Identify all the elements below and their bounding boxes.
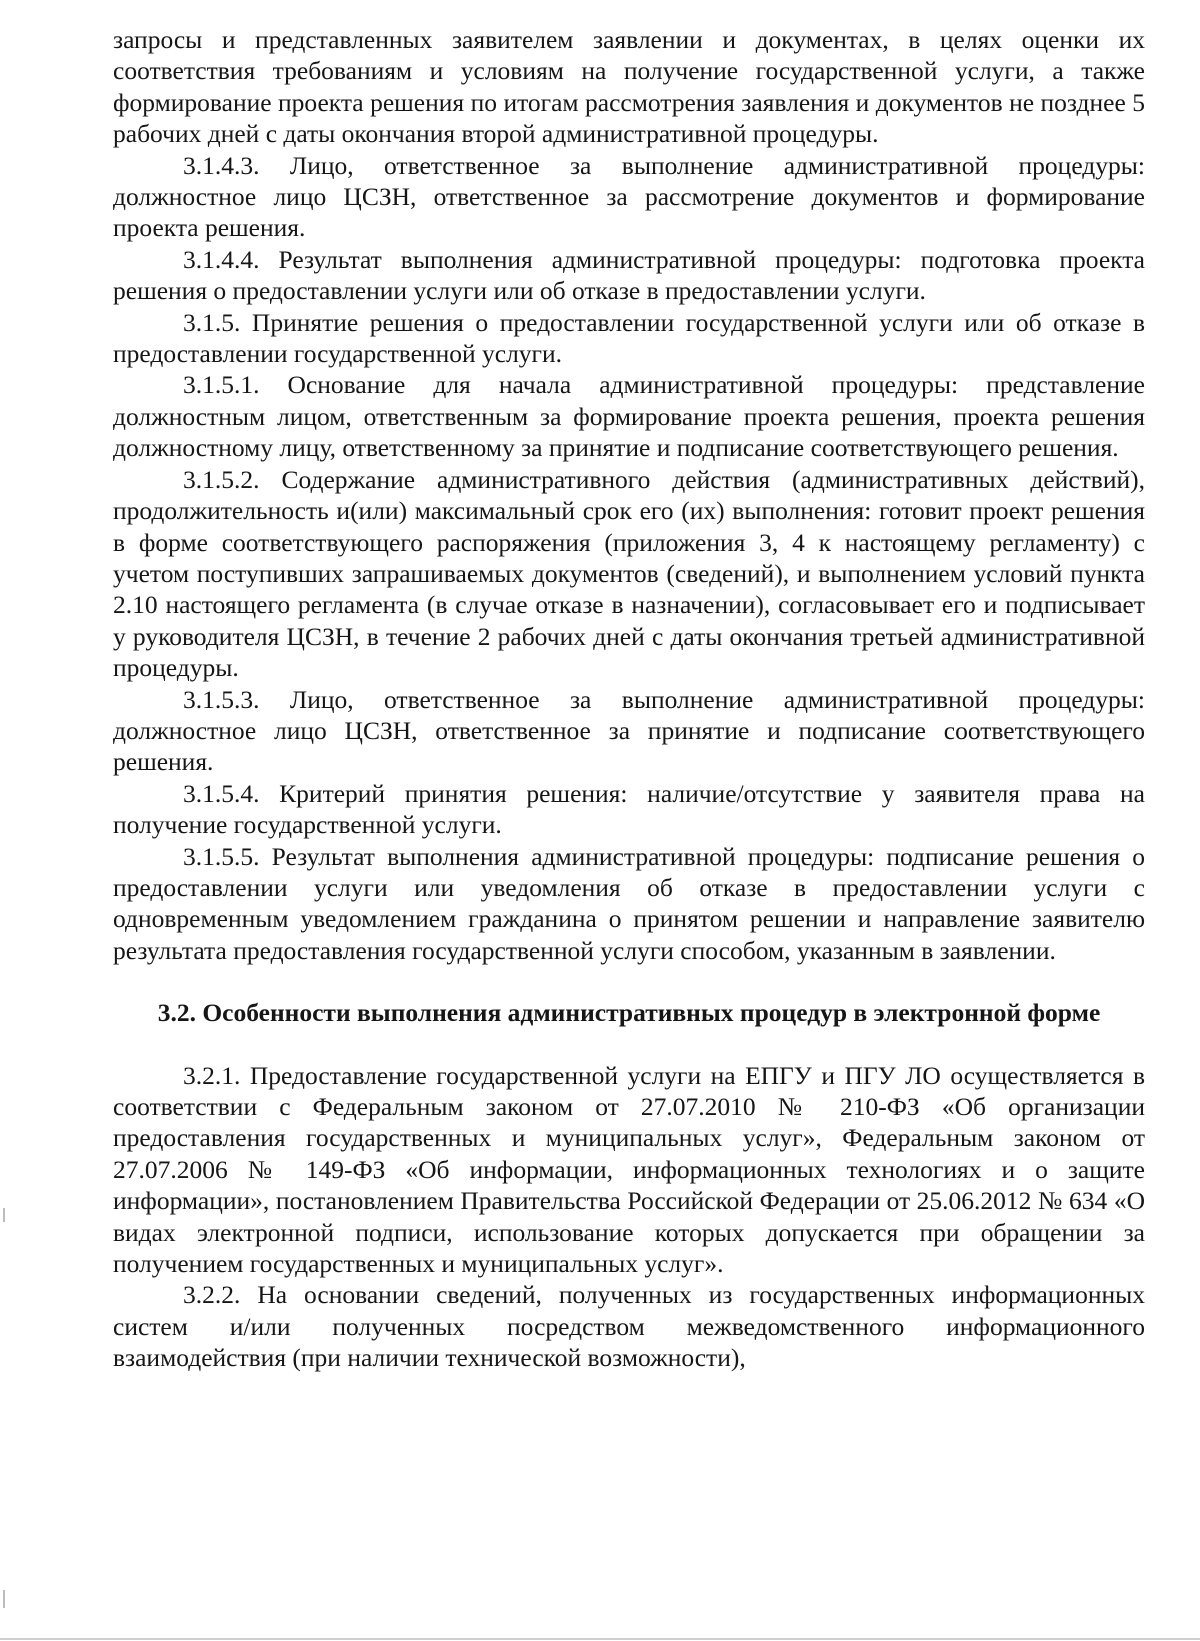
scan-artifact-left xyxy=(3,1208,5,1222)
paragraph-3-1-5-3: 3.1.5.3. Лицо, ответственное за выполнение административной процедуры: должностное лицо ЦСЗН, ответственное за принятие и подписание соответствующего решения. xyxy=(113,684,1145,777)
scan-artifact-left-lower xyxy=(3,1590,5,1608)
paragraph-3-1-5-5: 3.1.5.5. Результат выполнения административной процедуры: подписание решения о предоставлении услуги или уведомления об отказе в предоставлении услуги с одновременным уведомлением гражданина о принятом решении и направление заявителю результата предоставления государственной услуги способом, указанным в заявлении. xyxy=(113,841,1145,965)
paragraph-3-1-5-4: 3.1.5.4. Критерий принятия решения: наличие/отсутствие у заявителя права на получение государственной услуги. xyxy=(113,778,1145,840)
paragraph-3-1-5: 3.1.5. Принятие решения о предоставлении государственной услуги или об отказе в предоставлении государственной услуги. xyxy=(113,307,1145,369)
paragraph-3-2-1: 3.2.1. Предоставление государственной услуги на ЕПГУ и ПГУ ЛО осуществляется в соответствии с Федеральным законом от 27.07.2010 № 210-ФЗ «Об организации предоставления государственных и муниципальных услуг», Федеральным законом от 27.07.2006 № 149-ФЗ «Об информации, информационных технологиях и о защите информации», постановлением Правительства Российской Федерации от 25.06.2012 № 634 «О видах электронной подписи, использование которых допускается при обращении за получением государственных и муниципальных услуг». xyxy=(113,1060,1145,1279)
document-page xyxy=(113,24,1145,1374)
paragraph-3-2-2: 3.2.2. На основании сведений, полученных из государственных информационных систем и/или полученных посредством межведомственного информационного взаимодействия (при наличии технической возможности), xyxy=(113,1280,1145,1373)
scan-edge-line xyxy=(0,1638,1200,1640)
paragraph-3-1-4-4: 3.1.4.4. Результат выполнения административной процедуры: подготовка проекта решения о предоставлении услуги или об отказе в предоставлении услуги. xyxy=(113,244,1145,306)
paragraph-3-1-4-3: 3.1.4.3. Лицо, ответственное за выполнение административной процедуры: должностное лицо ЦСЗН, ответственное за рассмотрение документов и формирование проекта решения. xyxy=(113,150,1145,243)
paragraph-3-1-5-1: 3.1.5.1. Основание для начала административной процедуры: представление должностным лицом, ответственным за формирование проекта решения, проекта решения должностному лицу, ответственному за принятие и подписание соответствующего решения. xyxy=(113,370,1145,463)
section-heading: 3.2. Особенности выполнения административных процедур в электронной форме xyxy=(157,998,1101,1028)
paragraph-continuation: запросы и представленных заявителем заявлении и документах, в целях оценки их соответствия требованиям и условиям на получение государственной услуги, а также формирование проекта решения по итогам рассмотрения заявления и документов не позднее 5 рабочих дней с даты окончания второй административной процедуры. xyxy=(113,25,1145,149)
paragraph-3-1-5-2: 3.1.5.2. Содержание административного действия (административных действий), продолжительность и(или) максимальный срок его (их) выполнения: готовит проект решения в форме соответствующего распоряжения (приложения 3, 4 к настоящему регламенту) с учетом поступивших запрашиваемых документов (сведений), и выполнением условий пункта 2.10 настоящего регламента (в случае отказе в назначении), согласовывает его и подписывает у руководителя ЦСЗН, в течение 2 рабочих дней с даты окончания третьей административной процедуры. xyxy=(113,464,1145,683)
